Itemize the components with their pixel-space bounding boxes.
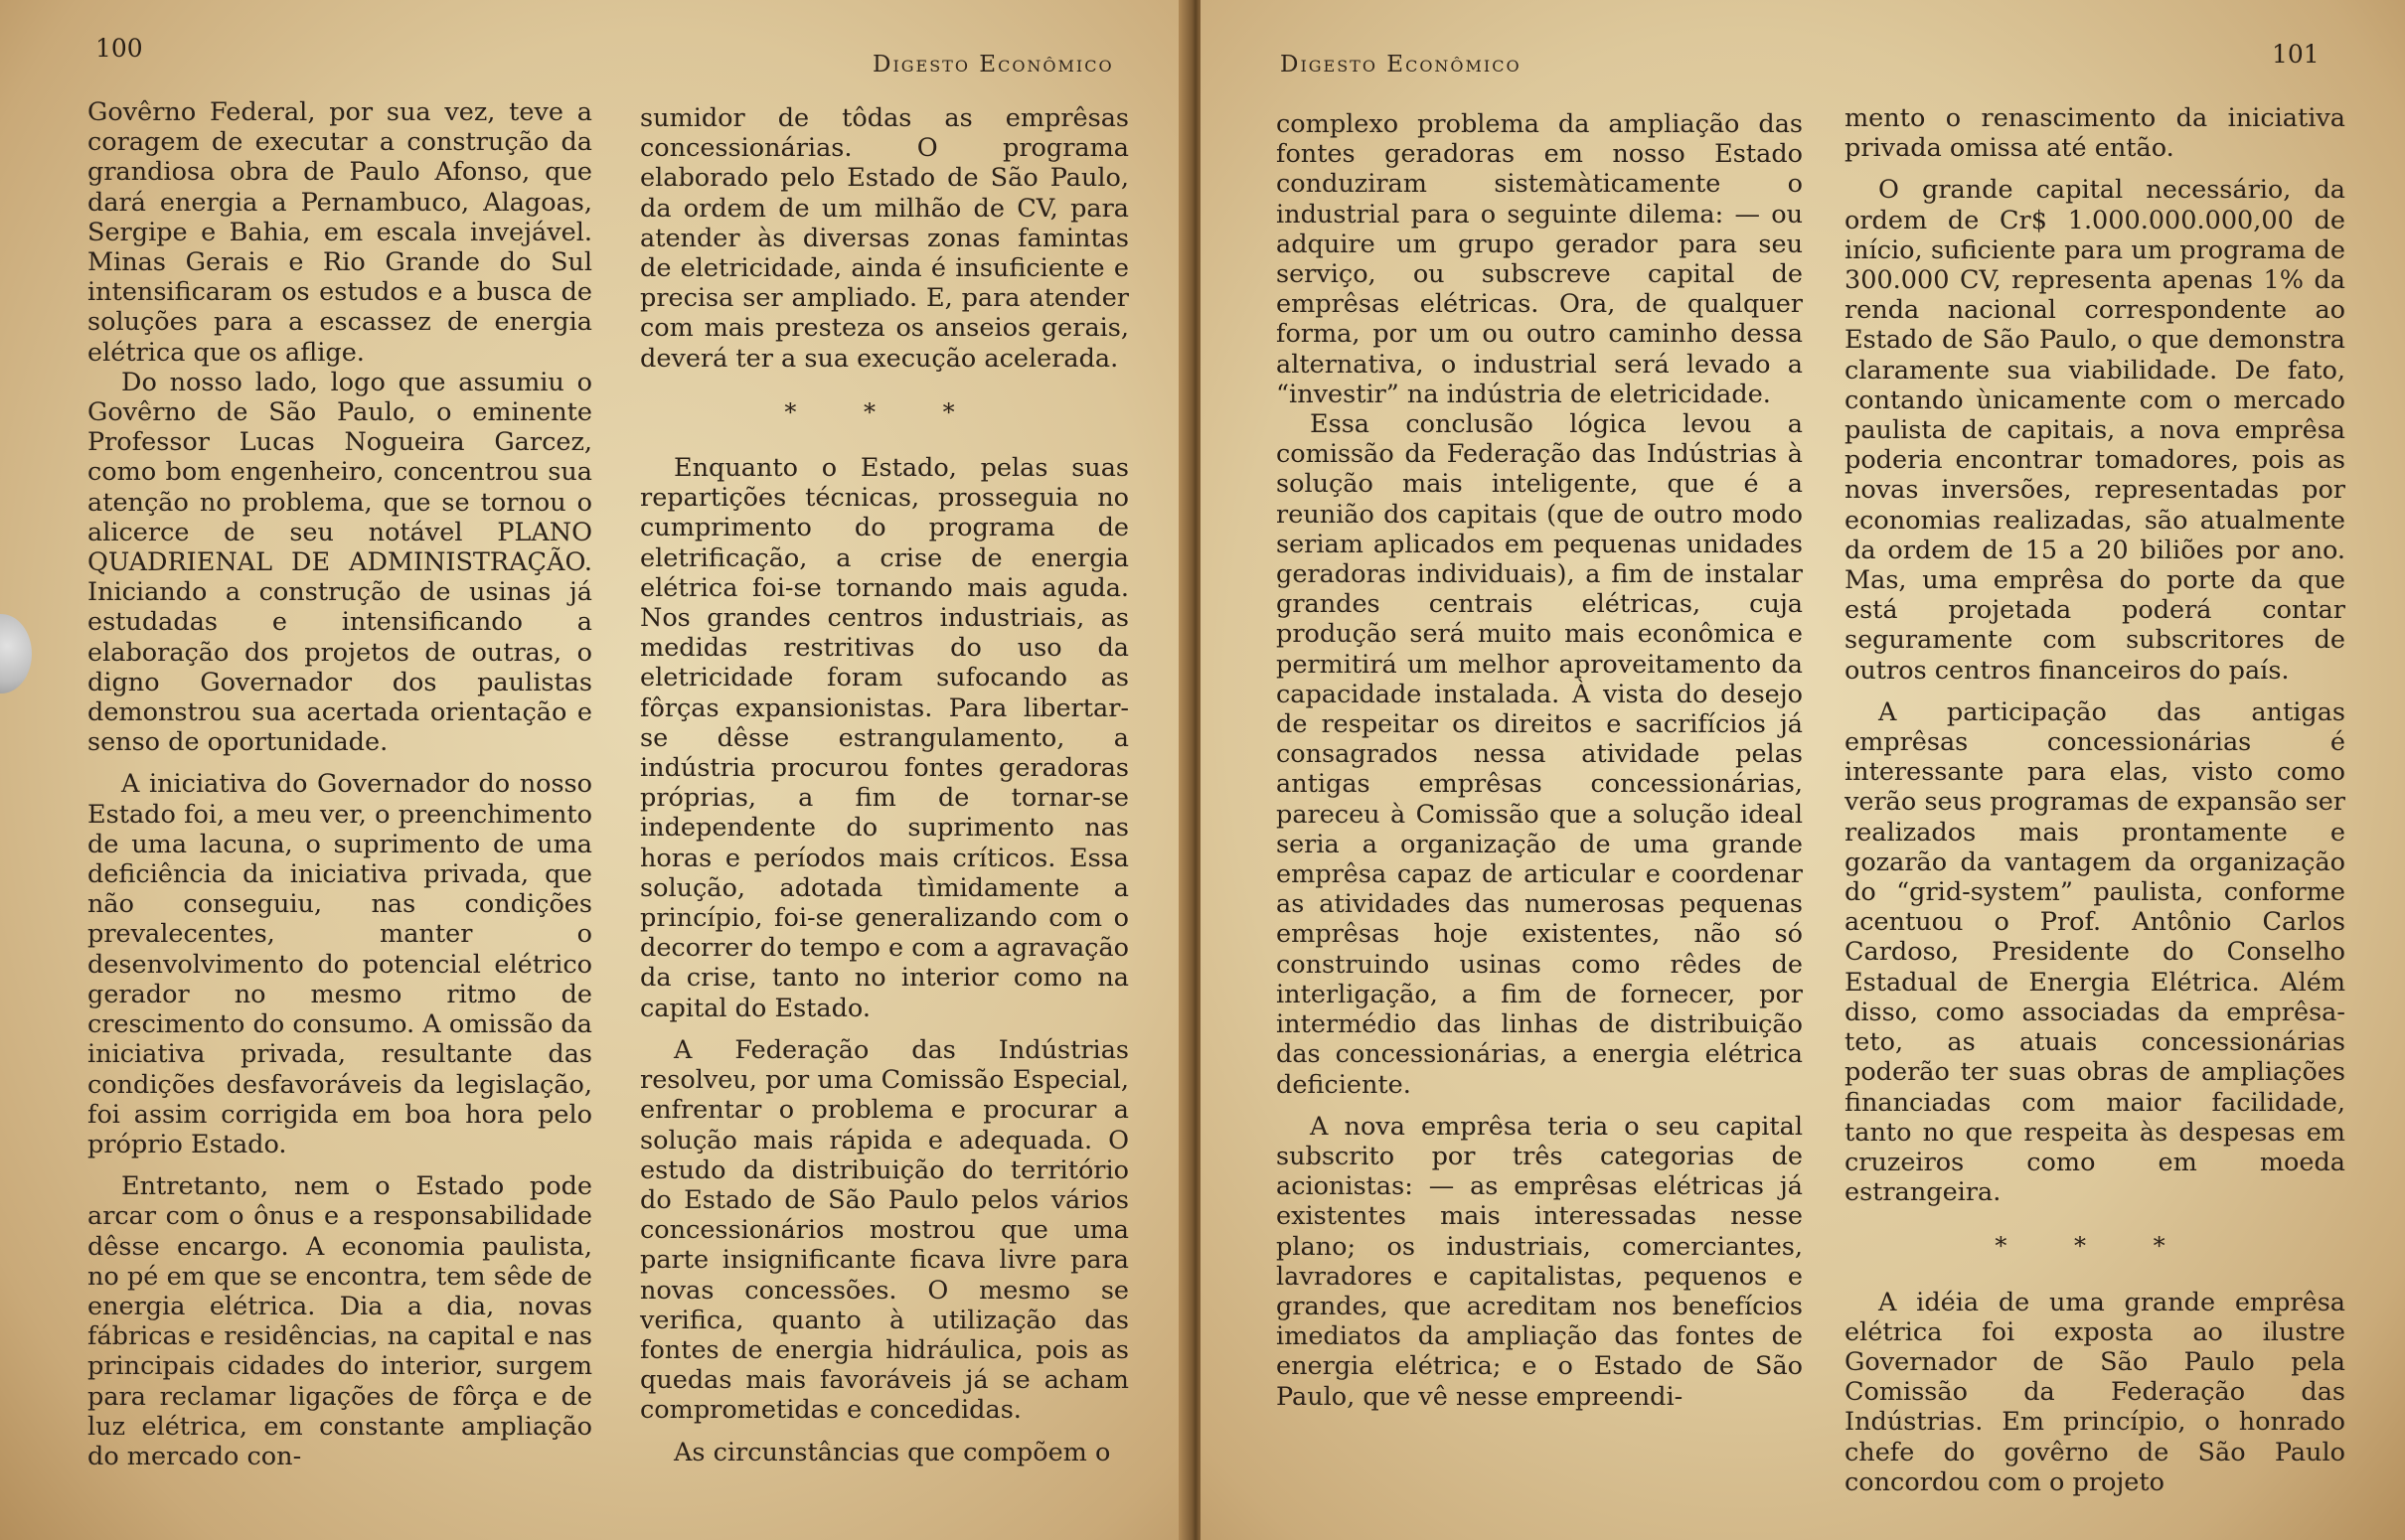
paragraph: Entretanto, nem o Estado pode arcar com o ônus e a responsabilidade dêsse encargo. A economia paulista, no pé em que se encontra, tem sêde de energia elétrica. Dia a dia, novas fábricas e residências, na capital e nas principais cidades do interior, surgem para reclamar ligações de fôrça e de luz elétrica, em constante ampliação do mercado con- [87,1171,592,1471]
paragraph: Enquanto o Estado, pelas suas repartições técnicas, prosseguia no cumprimento do programa de eletrificação, a crise de energia elétrica foi-se tornando mais aguda. Nos grandes centros industriais, as medidas restritivas do uso da eletricidade foram sufocando as fôrças expansionistas. Para libertar-se dêsse estrangulamento, a indústria procurou fontes geradoras próprias, a fim de tornar-se independente do suprimento nas horas e períodos mais críticos. Essa solução, adotada tìmidamente a princípio, foi-se generalizando com o decorrer do tempo e com a agravação da crise, tanto no interior como na capital do Estado. [640,453,1129,1023]
paragraph: A participação das antigas emprêsas concessionárias é interessante para elas, visto como verão seus programas de expansão ser realizados mais prontamente e gozarão da vantagem da organização do “grid-system” paulista, conforme acentuou o Prof. Antônio Carlos Cardoso, Presidente do Conselho Estadual de Energia Elétrica. Além disso, como associadas da emprêsa-teto, as atuais concessionárias poderão ter suas obras de ampliações financiadas com maior facilidade, tanto no que respeita às despesas em cruzeiros como em moeda estrangeira. [1844,696,2345,1208]
paragraph: mento o renascimento da iniciativa privada omissa até então. [1844,103,2345,164]
paragraph: complexo problema da ampliação das fontes geradoras em nosso Estado conduziram sistemàticamente o industrial para o seguinte dilema: — ou adquire um grupo gerador para seu serviço, ou subscreve capital de emprêsas elétricas. Ora, de qualquer forma, por um ou outro caminho dessa alternativa, o industrial será levado a “investir” na indústria de eletricidade. [1276,109,1803,409]
paragraph: O grande capital necessário, da ordem de Cr$ 1.000.000.000,00 de início, suficiente para um programa de 300.000 CV, representa apenas 1% da renda nacional correspondente ao Estado de São Paulo, o que demonstra claramente sua viabilidade. De fato, contando ùnicamente com o mercado paulista de capitais, a nova emprêsa poderia encontrar tomadores, pois as novas inversões, representadas por economias realizadas, são atualmente da ordem de 15 a 20 biliões por ano. Mas, uma emprêsa do porte da que está projetada poderá contar seguramente com subscritores de outros centros financeiros do país. [1844,175,2345,686]
running-head-right: Digesto Econômico [1280,52,1522,77]
paragraph: Do nosso lado, logo que assumiu o Govêrno de São Paulo, o eminente Professor Lucas Nogueira Garcez, como bom engenheiro, concentrou sua atenção no problema, que se tornou o alicerce de seu notável PLANO QUADRIENAL DE ADMINISTRAÇÃO. Iniciando a construção de usinas já estudadas e intensificando a elaboração dos projetos de outras, o digno Governador dos paulistas demonstrou sua acertada orientação e senso de oportunidade. [87,367,592,758]
paragraph: A Federação das Indústrias resolveu, por uma Comissão Especial, enfrentar o problema e procurar a solução mais rápida e adequada. O estudo da distribuição do território do Estado de São Paulo pelos vários concessionários mostrou que uma parte insignificante ficava livre para novas concessões. O mesmo se verifica, quanto à utilização das fontes de energia hidráulica, pois as quedas mais favoráveis já se acham comprometidas e concedidas. [640,1034,1129,1426]
page-number-left: 100 [95,34,143,63]
left-column-2 [640,103,1129,1467]
paragraph: A iniciativa do Governador do nosso Estado foi, a meu ver, o preenchimento de uma lacuna, o suprimento de uma deficiência da iniciativa privada, que não conseguiu, nas condições prevalecentes, manter o desenvolvimento do potencial elétrico gerador no mesmo ritmo de crescimento do consumo. A omissão da iniciativa privada, resultante das condições desfavoráveis da legislação, foi assim corrigida em boa hora pelo próprio Estado. [87,769,592,1159]
running-head-left: Digesto Econômico [873,52,1114,77]
right-column-1 [1276,109,1803,1412]
binding-hole [0,614,32,693]
paragraph: Govêrno Federal, por sua vez, teve a coragem de executar a construção da grandiosa obra de Paulo Afonso, que dará energia a Pernambuco, Alagoas, Sergipe e Bahia, em escala invejável. Minas Gerais e Rio Grande do Sul intensificaram os estudos e a busca de soluções para a escassez de energia elétrica que os aflige. [87,97,592,368]
paragraph: A nova emprêsa teria o seu capital subscrito por três categorias de acionistas: — as emprêsas elétricas já existentes mais interessadas nesse plano; os industriais, comerciantes, lavradores e capitalistas, pequenos e grandes, que acreditam nos benefícios imediatos da ampliação das fontes de energia elétrica; e o Estado de São Paulo, que vê nesse empreendi- [1276,1111,1803,1412]
paragraph: As circunstâncias que compõem o [674,1437,1111,1467]
left-column-1 [87,97,592,1471]
left-page [0,0,1191,1540]
paragraph: sumidor de tôdas as emprêsas concessionárias. O programa elaborado pelo Estado de São Paulo, da ordem de um milhão de CV, para atender às diversas zonas famintas de eletricidade, ainda é insuficiente e precisa ser ampliado. E, para atender com mais presteza os anseios gerais, deverá ter a sua execução acelerada. [640,103,1129,374]
page-number-right: 101 [2272,40,2320,69]
right-column-2 [1844,103,2345,1497]
section-separator: * * * [1995,1232,2195,1261]
section-separator: * * * [784,397,985,426]
paragraph: A idéia de uma grande emprêsa elétrica foi exposta ao ilustre Governador de São Paulo pela Comissão da Federação das Indústrias. Em princípio, o honrado chefe do govêrno de São Paulo concordou com o projeto [1844,1287,2345,1497]
paragraph: Essa conclusão lógica levou a comissão da Federação das Indústrias à solução mais inteligente, que é a reunião dos capitais (que de outro modo seriam aplicados em pequenas unidades geradoras individuais), a fim de instalar grandes centrais elétricas, cuja produção será muito mais econômica e permitirá um melhor aproveitamento da capacidade instalada. À vista do desejo de respeitar os direitos e sacrifícios já consagrados nessa atividade pelas antigas emprêsas concessionárias, pareceu à Comissão que a solução ideal seria a organização de uma grande emprêsa capaz de articular e coordenar as atividades das numerosas pequenas emprêsas hoje existentes, não só construindo usinas como rêdes de interligação, a fim de fornecer, por intermédio das linhas de distribuição das concessionárias, a energia elétrica deficiente. [1276,409,1803,1100]
right-page [1201,0,2405,1540]
